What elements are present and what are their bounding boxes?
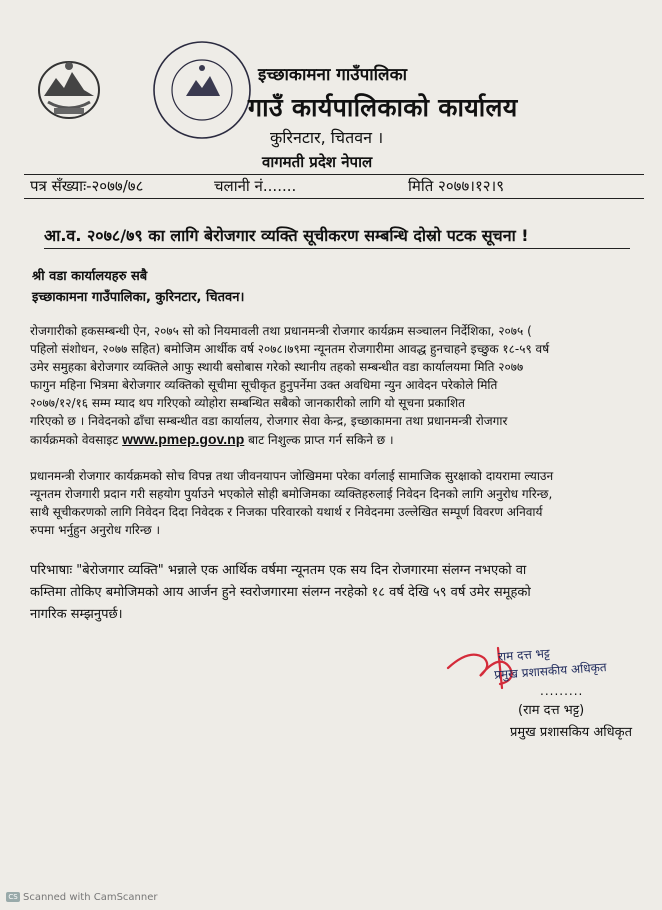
website-label: कार्यक्रमको वेवसाइट — [30, 433, 119, 447]
paragraph-2-line: न्यूनतम रोजगारी प्रदान गरी सहयोग पुर्याउने भएकोले सोही बमोजिमका व्यक्तिहरुलाई निवेदन दिनको लागि अनुरोध गरिन्छ, — [30, 487, 553, 501]
signature-stamp-title: प्रमुख प्रशासकीय अधिकृत — [493, 660, 608, 682]
paragraph-2-line: साथै सूचीकरणको लागि निवेदन दिदा निवेदक र निजका परिवारको यथार्थ र निवेदनमा उल्लेखित सम्पूर्ण विवरण अनिवार्य — [30, 505, 543, 519]
website-suffix: बाट निशुल्क प्राप्त गर्न सकिने छ । — [248, 433, 394, 447]
signature-stamp-name: राम दत्त भट्ट — [497, 646, 551, 664]
letter-date: मिति २०७७।१२।९ — [408, 177, 505, 195]
paragraph-1-line — [30, 430, 640, 449]
addressee-line-2: इच्छाकामना गाउँपालिका, कुरिनटार, चितवन। — [32, 290, 245, 305]
definition-line: परिभाषाः "बेरोजगार व्यक्ति" भन्नाले एक आर्थिक वर्षमा न्यूनतम एक सय दिन रोजगारमा संलग्न नभएको वा — [30, 563, 527, 578]
paragraph-2-line: रुपमा भर्नुहुन अनुरोध गरिन्छ । — [30, 523, 161, 537]
office-name: गाउँ कार्यपालिकाको कार्यालय — [248, 93, 518, 122]
scanner-text: Scanned with CamScanner — [23, 892, 158, 903]
subject-underline — [44, 248, 630, 249]
signatory-name: (राम दत्त भट्ट) — [518, 703, 585, 718]
nepal-emblem-icon — [34, 56, 104, 122]
office-location: कुरिनटार, चितवन । — [270, 128, 384, 147]
notice-subject: आ.व. २०७८/७९ का लागि बेरोजगार व्यक्ति सूचीकरण सम्बन्धि दोस्रो पटक सूचना ! — [44, 226, 529, 245]
scanner-watermark — [6, 892, 158, 903]
definition-paragraph — [30, 560, 640, 626]
paragraph-1-line: रोजगारीको हकसम्बन्धी ऐन, २०७५ सो को नियमावली तथा प्रधानमन्त्री रोजगार कार्यक्रम सञ्चालन निर्देशिका, २०७५ ( — [30, 324, 532, 338]
paragraph-1 — [30, 322, 640, 449]
divider-top — [24, 174, 644, 175]
signatory-title: प्रमुख प्रशासकिय अधिकृत — [510, 725, 633, 740]
website-link[interactable]: www.pmep.gov.np — [122, 431, 245, 447]
paragraph-1-line: फागुन महिना भित्रमा बेरोजगार व्यक्तिको सूचीमा सूचीकृत हुनुपर्नेमा उक्त अवधिमा न्युन आवेदन परेकोले मिति — [30, 378, 498, 392]
definition-line: कम्तिमा तोकिए बमोजिमको आय आर्जन हुने स्वरोजगारमा संलग्न नरहेको १८ वर्ष देखि ५९ वर्ष उमेर समूहको — [30, 585, 531, 600]
divider-bottom — [24, 198, 644, 199]
paragraph-2 — [30, 467, 640, 539]
letter-ref-number: पत्र सँख्याः-२०७७/७८ — [30, 177, 144, 195]
definition-line: नागरिक सम्झनुपर्छ। — [30, 607, 123, 622]
dispatch-number: चलानी नं....... — [214, 177, 297, 195]
paragraph-2-line: प्रधानमन्त्री रोजगार कार्यक्रमको सोच विपन्न तथा जीवनयापन जोखिममा परेका वर्गलाई सामाजिक सुरक्षाको दायरामा ल्याउन — [30, 469, 554, 483]
paragraph-1-line: उमेर समुहका बेरोजगार व्यक्तिले आफु स्थायी बसोबास गरेको स्थानीय तहको सम्बन्धीत वडा कार्यालयमा मिति २०७७ — [30, 360, 524, 374]
office-stamp-icon — [150, 38, 254, 142]
paragraph-1-line: गरिएको छ । निवेदनको ढाँचा सम्बन्धीत वडा कार्यालय, रोजगार सेवा केन्द्र, इच्छाकामना तथा प्रधानमन्त्री रोजगार — [30, 414, 508, 428]
paragraph-1-line: २०७७/१२/१६ सम्म म्याद थप गरिएको व्योहोरा सम्बन्धित सबैको जानकारीको लागि यो सूचना प्रकाशित — [30, 396, 465, 410]
addressee-line-1: श्री वडा कार्यालयहरु सबै — [32, 269, 148, 284]
municipality-name: इच्छाकामना गाउँपालिका — [258, 65, 408, 85]
province-name: वागमती प्रदेश नेपाल — [262, 153, 373, 171]
paragraph-1-line: पहिलो संशोधन, २०७७ सहित) बमोजिम आर्थीक वर्ष २०७८।७९मा न्यूनतम रोजगारीमा आवद्ध हुनचाहने इच्छुक १८-५९ वर्ष — [30, 342, 550, 356]
camscanner-logo-icon: CS — [6, 892, 20, 902]
signature-dots: ......... — [540, 684, 584, 698]
